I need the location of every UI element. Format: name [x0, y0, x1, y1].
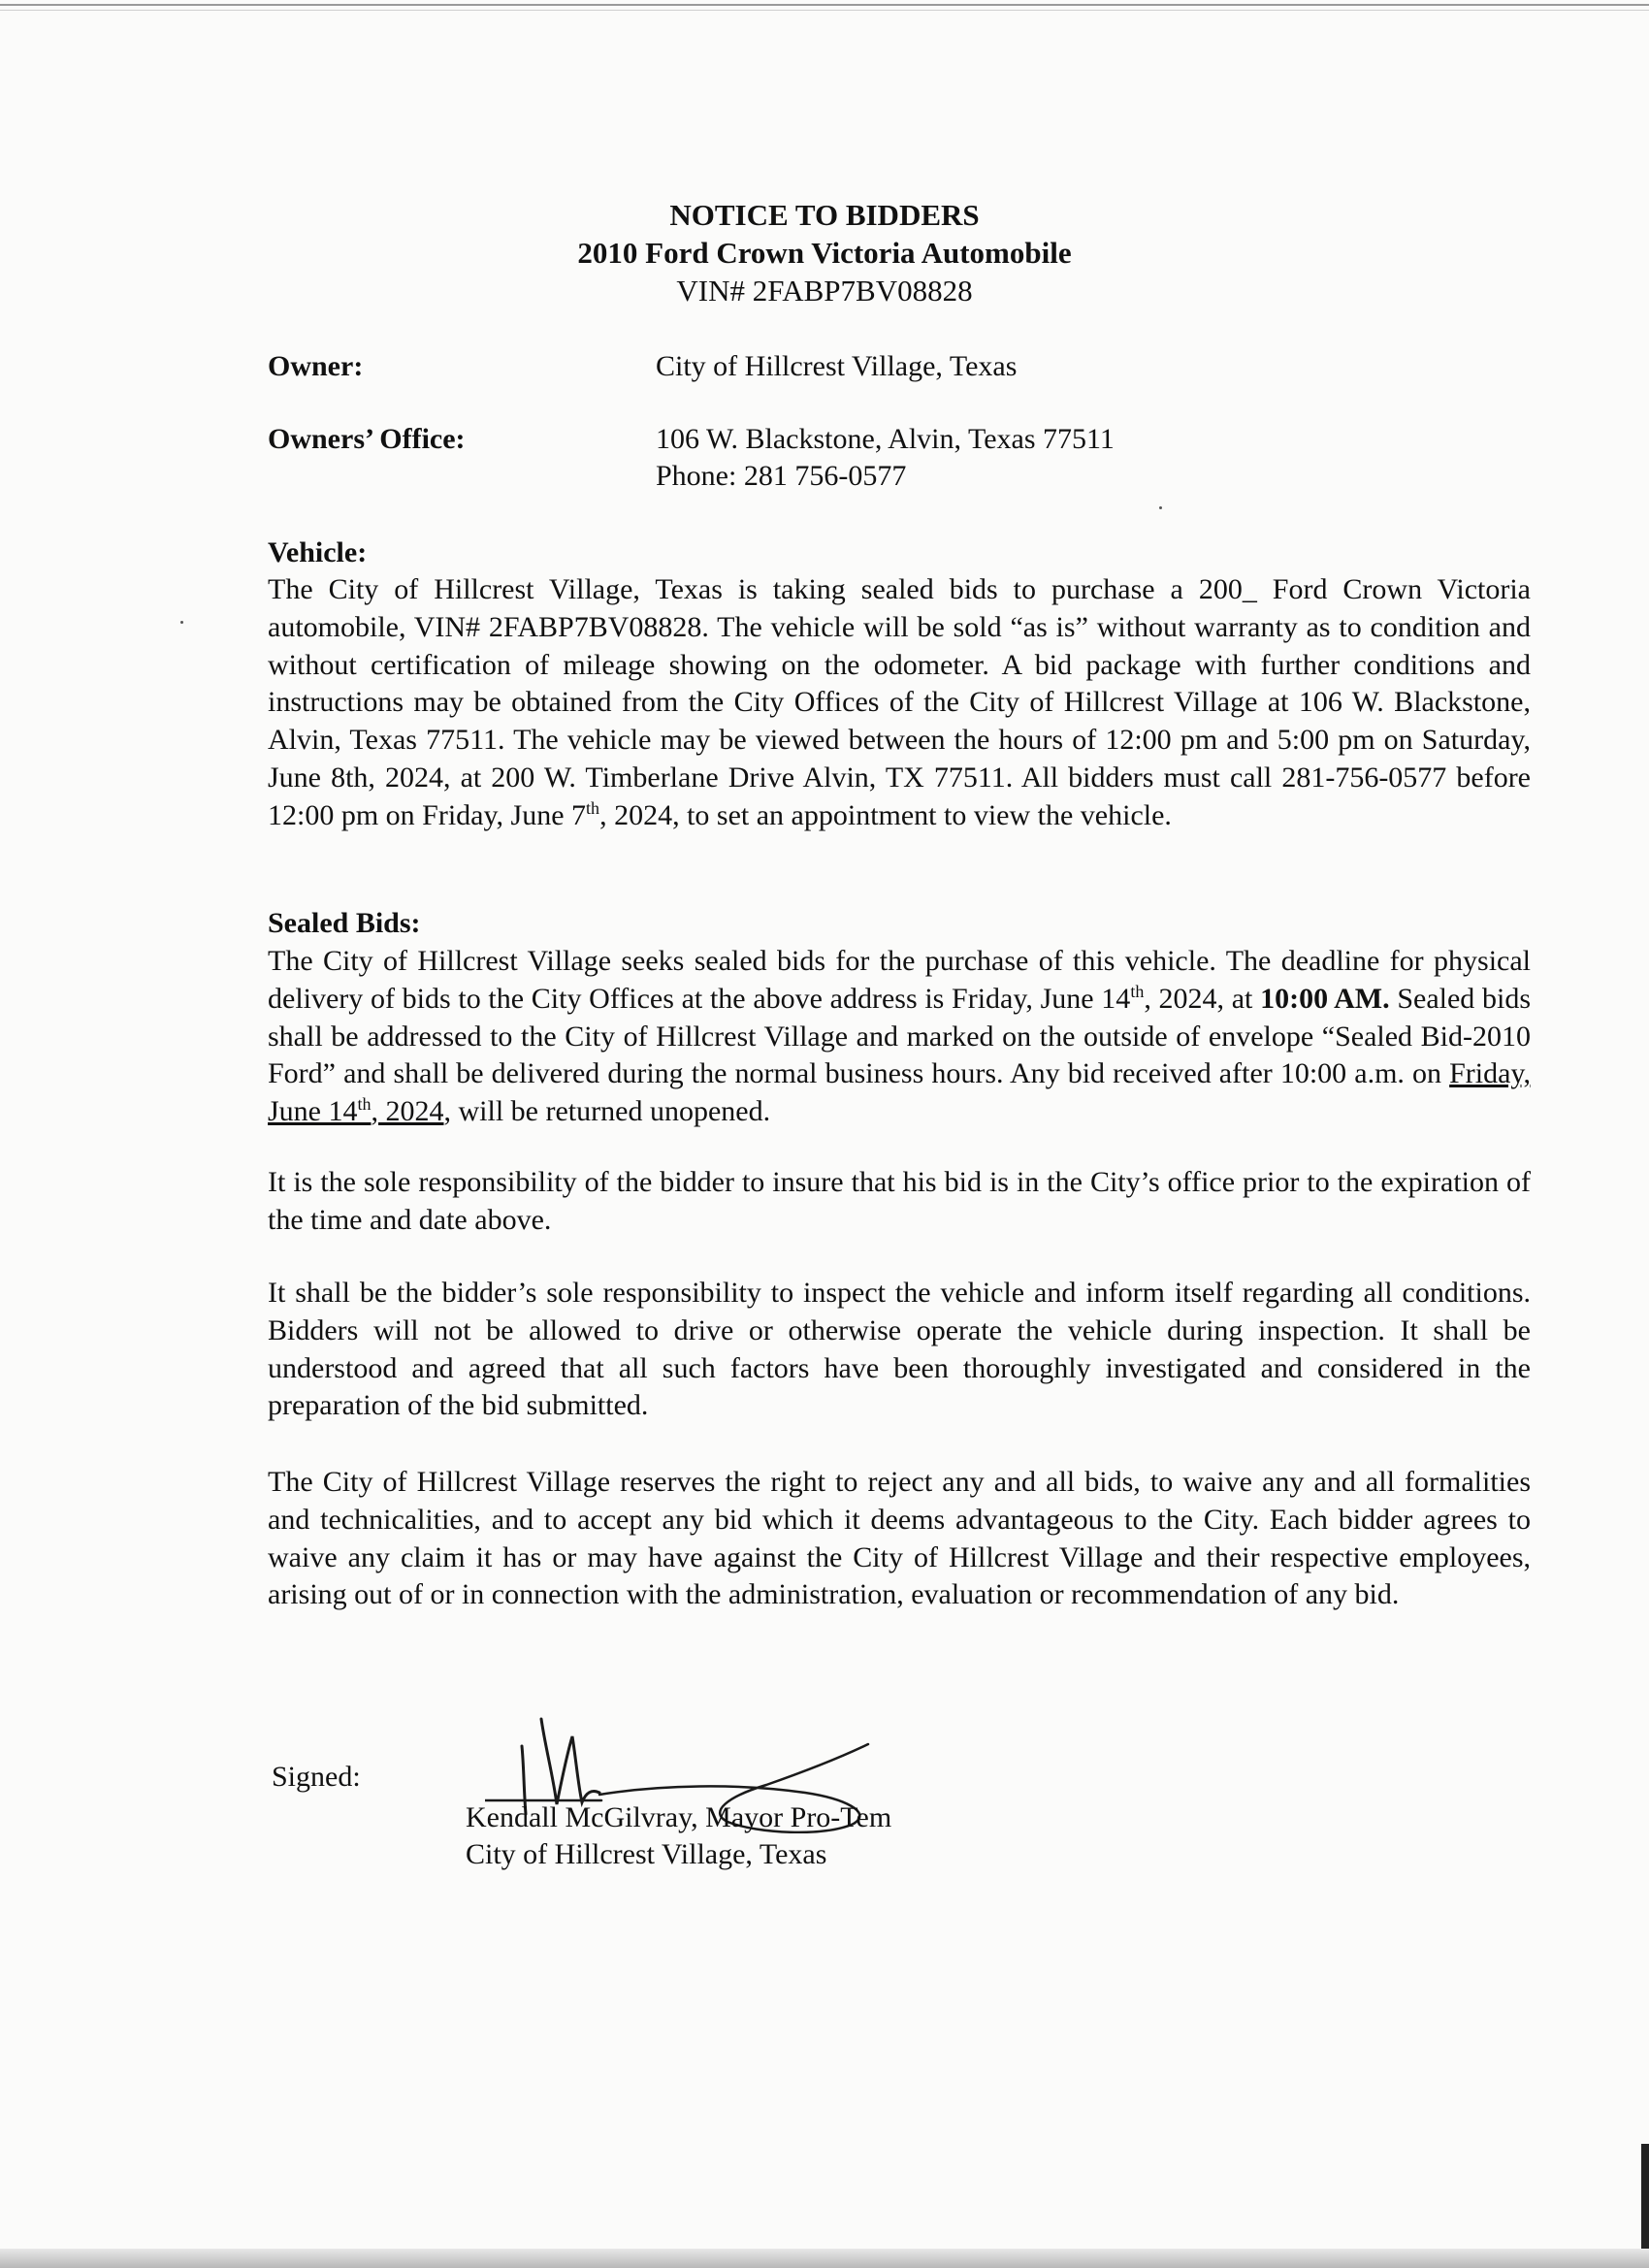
scan-top-edge-inner: [0, 10, 1649, 11]
signatory-block: [466, 1799, 891, 1873]
scan-bottom-edge: [0, 2249, 1649, 2268]
document-header: [0, 196, 1649, 309]
deadline-date-b: , 2024: [371, 1095, 444, 1128]
vin-line: VIN# 2FABP7BV08828: [676, 274, 973, 308]
owner-value: City of Hillcrest Village, Texas: [656, 350, 1018, 382]
sealed-text-c: Sealed bids shall be addressed to the City of Hillcrest Village and marked on the outside of envelope “Sealed Bid-2010 Ford” and shall be delivered during the normal business hours. Any bid received after 10:00 a.m. on: [268, 982, 1532, 1090]
inspection-text: It shall be the bidder’s sole responsibility to inspect the vehicle and inform itself regarding all conditions. Bidders will not be allowed to drive or otherwise operate the vehicle during inspection. It shall be understood and agreed that all such factors have been thoroughly investigated and considered in the preparation of the bid submitted.: [268, 1277, 1531, 1422]
sealed-text-d: , will be returned unopened.: [443, 1095, 771, 1128]
deadline-time: 10:00 AM.: [1260, 982, 1390, 1015]
office-address: 106 W. Blackstone, Alvin, Texas 77511: [656, 423, 1115, 455]
office-phone: Phone: 281 756-0577: [656, 460, 907, 492]
vehicle-text-a: The City of Hillcrest Village, Texas is taking sealed bids to purchase a 200_ Ford Crown Victoria automobile, VIN# 2FABP7BV08828. The vehicle will be sold “as is” without warranty as to condition and without certification of mileage showing on the odometer. A bid package with further conditions and instructions may be obtained from the City Offices of the City of Hillcrest Village at 106 W. Blackstone, Alvin, Texas 77511. The vehicle may be viewed between the hours of 12:00 pm and 5:00 pm on Saturday, June 8th, 2024, at 200 W. Timberlane Drive Alvin, TX 77511. All bidders must call 281-756-0577 before 12:00 pm on Friday, June 7: [268, 573, 1531, 831]
vehicle-paragraph: [268, 571, 1531, 835]
vehicle-text-b: , 2024, to set an appointment to view the vehicle.: [599, 798, 1172, 831]
rights-text: The City of Hillcrest Village reserves the right to reject any and all bids, to waive any and all formalities and technicalities, and to accept any bid which it deems advantageous to the City. Each bidder agrees to waive any claim it has or may have against the City of Hillcrest Village and their respective employees, arising out of or in connection with the administration, evaluation or recommendation of any bid.: [268, 1466, 1531, 1611]
document-subtitle: 2010 Ford Crown Victoria Automobile: [577, 236, 1072, 270]
signatory-org: City of Hillcrest Village, Texas: [466, 1838, 827, 1870]
responsibility-paragraph: [268, 1164, 1531, 1240]
sealed-text-b: , 2024, at: [1144, 982, 1261, 1015]
signatory-name: Kendall McGilvray, Mayor Pro-Tem: [466, 1801, 892, 1833]
scan-speck: [1159, 506, 1162, 509]
rights-paragraph: [268, 1464, 1531, 1614]
sealed-bids-heading: Sealed Bids:: [268, 907, 421, 939]
scan-right-edge: [1641, 2144, 1649, 2251]
deadline-date-a: Friday, June 14: [268, 1057, 1531, 1128]
document-title: NOTICE TO BIDDERS: [669, 198, 980, 232]
responsibility-text: It is the sole responsibility of the bidder to insure that his bid is in the City’s office prior to the expiration of the time and date above.: [268, 1166, 1531, 1236]
vehicle-sup: th: [586, 797, 600, 818]
sealed-bids-paragraph: [268, 943, 1531, 1131]
inspection-paragraph: [268, 1275, 1531, 1425]
deadline-date-sup: th: [357, 1094, 372, 1115]
sealed-text-a: The City of Hillcrest Village seeks sealed bids for the purchase of this vehicle. The deadline for physical delivery of bids to the City Offices at the above address is Friday, June 14: [268, 945, 1531, 1015]
vehicle-heading: Vehicle:: [268, 536, 368, 568]
scan-speck: [180, 621, 183, 624]
sealed-sup: th: [1130, 981, 1145, 1001]
office-label: Owners’ Office:: [268, 423, 466, 455]
signed-label: Signed:: [272, 1761, 361, 1793]
owner-label: Owner:: [268, 350, 364, 382]
scan-top-edge: [0, 4, 1649, 6]
